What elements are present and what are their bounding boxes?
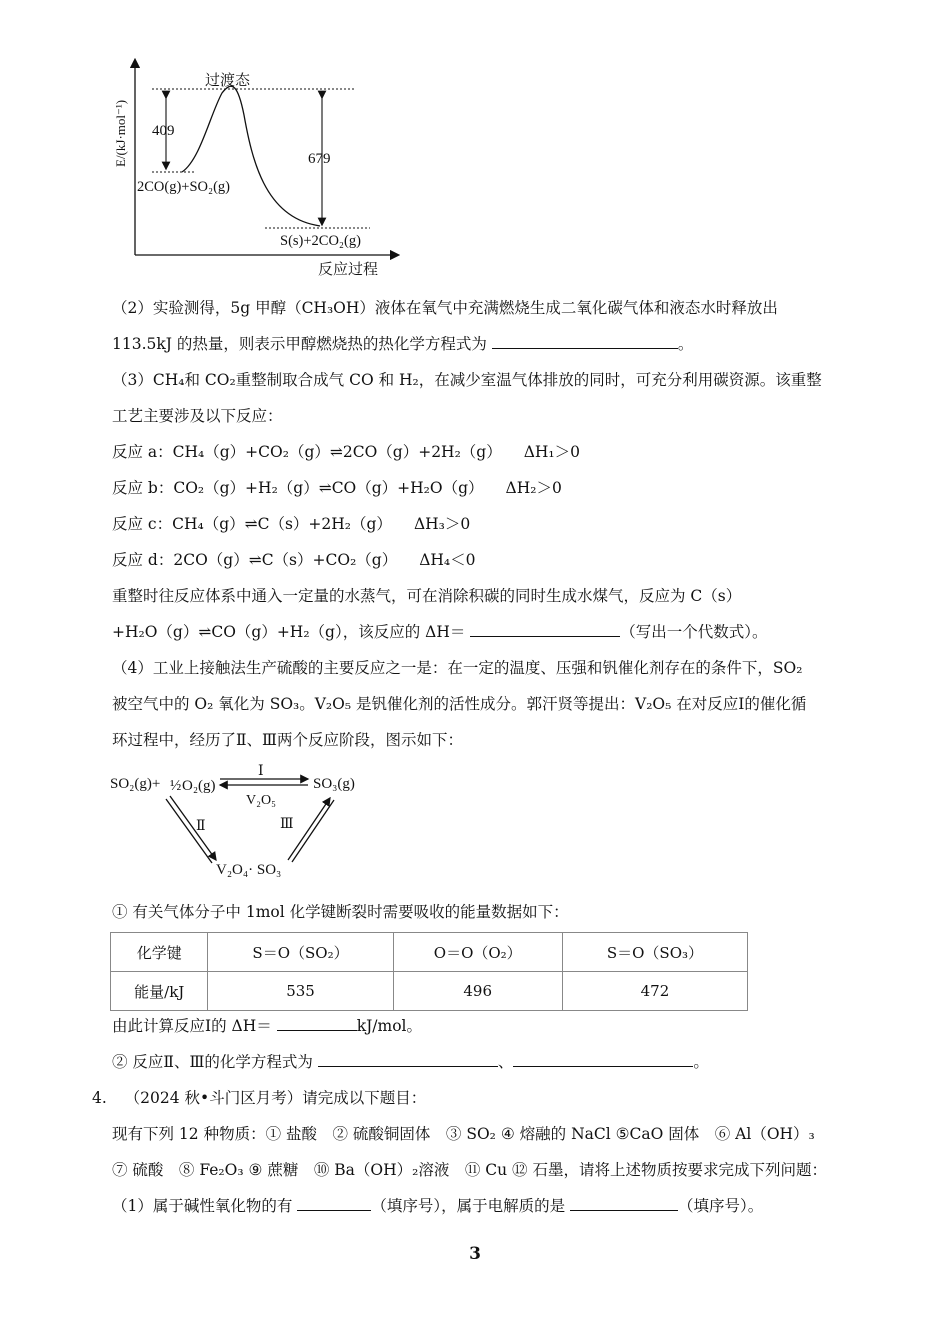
energy-curve <box>182 86 320 226</box>
cycle-product-label: SO₃(g) <box>313 776 355 792</box>
answer-blank[interactable] <box>318 1052 498 1067</box>
q4-line1: （4）工业上接触法生产硫酸的主要反应之一是：在一定的温度、压强和钒催化剂存在的条件下，SO₂ <box>112 659 803 677</box>
answer-blank[interactable] <box>570 1196 678 1211</box>
table-cell: S＝O（SO₃） <box>562 933 747 972</box>
table-cell: 472 <box>562 972 747 1011</box>
q2-line2: 113.5kJ 的热量，则表示甲醇燃烧热的热化学方程式为 。 <box>112 335 694 353</box>
page-number: 3 <box>469 1244 481 1264</box>
cycle-half-label: ½ <box>170 778 182 794</box>
q3-line7: 重整时往反应体系中通入一定量的水蒸气，可在消除积碳的同时生成水煤气，反应为 C（s） <box>112 587 742 605</box>
q3-line2: 工艺主要涉及以下反应： <box>112 407 283 425</box>
reactants-label: 2CO(g)+SO₂(g) <box>137 179 230 195</box>
table-cell: 能量/kJ <box>111 972 208 1011</box>
cycle-o2-label: O₂(g) <box>182 778 216 794</box>
q4-line2: 被空气中的 O₂ 氧化为 SO₃。V₂O₅ 是钒催化剂的活性成分。郭汗贤等提出：V₂O₅ 在对反应Ⅰ的催化循 <box>112 695 807 713</box>
cycle-stage-I: Ⅰ <box>258 764 264 779</box>
cycle-stage-II: Ⅱ <box>196 819 206 834</box>
bond-energy-table <box>110 932 748 1011</box>
answer-blank[interactable] <box>277 1016 357 1031</box>
reaction-c: 反应 c：CH₄（g）⇌C（s）+2H₂（g） ΔH₃＞0 <box>112 515 471 533</box>
q3-line1: （3）CH₄和 CO₂重整制取合成气 CO 和 H₂，在减少室温气体排放的同时，可充分利用碳资源。该重整 <box>112 371 822 389</box>
table-row <box>111 972 748 1011</box>
q4-equations: ② 反应Ⅱ、Ⅲ的化学方程式为 、 。 <box>112 1053 709 1071</box>
reaction-a: 反应 a：CH₄（g）+CO₂（g）⇌2CO（g）+2H₂（g） ΔH₁＞0 <box>112 443 581 461</box>
q2-line1: （2）实验测得，5g 甲醇（CH₃OH）液体在氧气中充满燃烧生成二氧化碳气体和液态水时释放出 <box>112 299 778 317</box>
table-row <box>111 933 748 972</box>
catalytic-cycle-diagram <box>108 760 378 885</box>
cycle-catalyst-label: V₂O₅ <box>246 793 276 808</box>
q5-line2: ⑦ 硫酸 ⑧ Fe₂O₃ ⑨ 蔗糖 ⑩ Ba（OH）₂溶液 ⑪ Cu ⑫ 石墨，请将上述物质按要求完成下列问题： <box>112 1161 827 1179</box>
table-intro: ① 有关气体分子中 1mol 化学键断裂时需要吸收的能量数据如下： <box>112 903 569 921</box>
answer-blank[interactable] <box>470 622 620 637</box>
activation-energy-label: 409 <box>152 123 175 139</box>
reverse-energy-label: 679 <box>308 151 331 167</box>
table-cell: O＝O（O₂） <box>393 933 562 972</box>
cycle-stage-III: Ⅲ <box>280 817 294 832</box>
cycle-intermediate-label: V₂O₄· SO₃ <box>216 862 282 878</box>
table-cell: 535 <box>208 972 393 1011</box>
energy-profile-diagram <box>100 55 400 285</box>
transition-state-label: 过渡态 <box>205 71 251 89</box>
answer-blank[interactable] <box>297 1196 371 1211</box>
table-cell: S＝O（SO₂） <box>208 933 393 972</box>
reaction-d: 反应 d：2CO（g）⇌C（s）+CO₂（g） ΔH₄＜0 <box>112 551 476 569</box>
answer-blank[interactable] <box>513 1052 693 1067</box>
table-cell: 496 <box>393 972 562 1011</box>
question-4-header: 4. （2024 秋•斗门区月考）请完成以下题目： <box>92 1089 427 1107</box>
q3-line8: +H₂O（g）⇌CO（g）+H₂（g），该反应的 ΔH＝ （写出一个代数式）。 <box>112 623 768 641</box>
q4-line3: 环过程中，经历了Ⅱ、Ⅲ两个反应阶段，图示如下： <box>112 731 463 749</box>
x-axis-label: 反应过程 <box>318 260 379 278</box>
y-axis-label: E/(kJ·mol⁻¹) <box>113 99 128 167</box>
q5-line1: 现有下列 12 种物质：① 盐酸 ② 硫酸铜固体 ③ SO₂ ④ 熔融的 NaCl ⑤CaO 固体 ⑥ Al（OH）₃ <box>112 1125 815 1143</box>
answer-blank[interactable] <box>492 334 678 349</box>
reaction-b: 反应 b：CO₂（g）+H₂（g）⇌CO（g）+H₂O（g） ΔH₂＞0 <box>112 479 562 497</box>
table-cell: 化学键 <box>111 933 208 972</box>
q5-sub1: （1）属于碱性氧化物的有 （填序号），属于电解质的是 （填序号）。 <box>112 1197 764 1215</box>
products-label: S(s)+2CO₂(g) <box>280 233 361 249</box>
q4-calc: 由此计算反应Ⅰ的 ΔH＝ kJ/mol。 <box>112 1017 423 1035</box>
cycle-reactant-label: SO₂(g)+ <box>110 776 161 792</box>
